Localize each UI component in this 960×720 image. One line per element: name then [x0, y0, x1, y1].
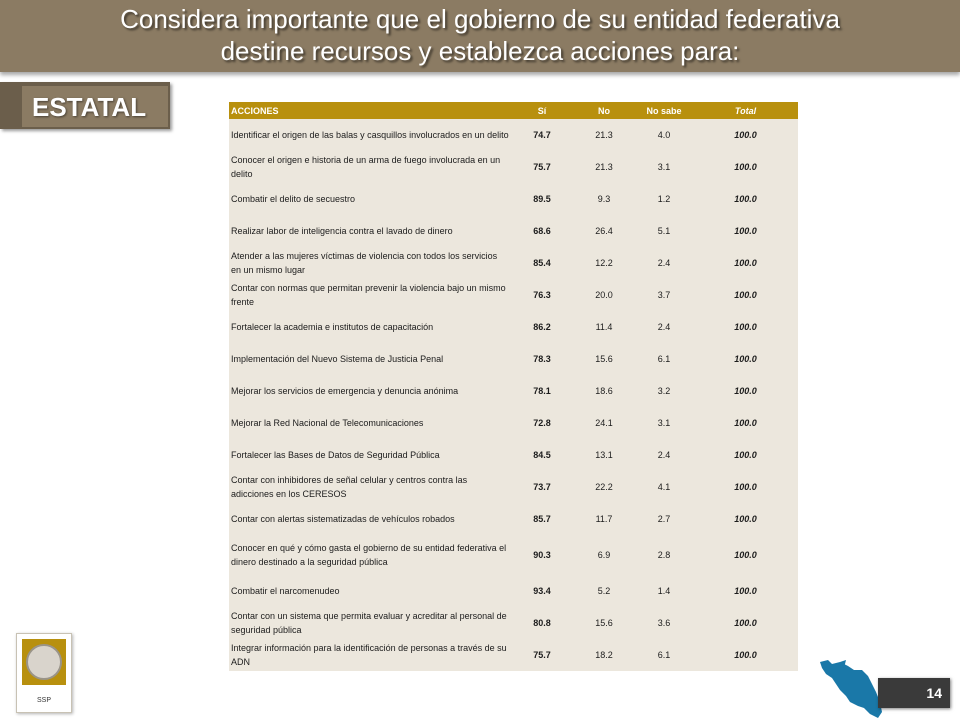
cell-si: 78.3 [511, 343, 573, 375]
section-badge-panel [22, 86, 168, 127]
cell-accion: Fortalecer la academia e institutos de capacitación [229, 311, 511, 343]
cell-accion: Combatir el delito de secuestro [229, 183, 511, 215]
cell-accion: Implementación del Nuevo Sistema de Justicia Penal [229, 343, 511, 375]
cell-accion: Atender a las mujeres víctimas de violencia con todos los servicios en un mismo lugar [229, 247, 511, 279]
cell-accion: Fortalecer las Bases de Datos de Seguridad Pública [229, 439, 511, 471]
cell-si: 73.7 [511, 471, 573, 503]
cell-no: 5.2 [573, 575, 635, 607]
cell-no: 13.1 [573, 439, 635, 471]
cell-si: 90.3 [511, 535, 573, 575]
table-header-row [229, 102, 798, 119]
cell-si: 85.7 [511, 503, 573, 535]
cell-no-sabe: 6.1 [635, 639, 693, 671]
table-row [229, 183, 798, 215]
section-badge [0, 82, 170, 129]
table-row [229, 575, 798, 607]
cell-total: 100.0 [693, 439, 798, 471]
cell-accion: Integrar información para la identificación de personas a través de su ADN [229, 639, 511, 671]
ssp-logo [16, 633, 72, 713]
cell-si: 80.8 [511, 607, 573, 639]
cell-si: 75.7 [511, 151, 573, 183]
table-row [229, 311, 798, 343]
cell-no-sabe: 2.4 [635, 311, 693, 343]
cell-accion: Realizar labor de inteligencia contra el lavado de dinero [229, 215, 511, 247]
section-badge-label: ESTATAL [32, 92, 147, 122]
cell-total: 100.0 [693, 575, 798, 607]
cell-no: 12.2 [573, 247, 635, 279]
page-title [0, 3, 960, 67]
table-row [229, 503, 798, 535]
column-header-si: Sí [511, 102, 573, 119]
table-row [229, 119, 798, 151]
column-header-no: No [573, 102, 635, 119]
cell-no-sabe: 3.1 [635, 407, 693, 439]
cell-accion: Mejorar los servicios de emergencia y denuncia anónima [229, 375, 511, 407]
cell-no-sabe: 2.7 [635, 503, 693, 535]
cell-total: 100.0 [693, 311, 798, 343]
cell-no: 9.3 [573, 183, 635, 215]
cell-no-sabe: 2.8 [635, 535, 693, 575]
cell-no-sabe: 1.2 [635, 183, 693, 215]
table-row [229, 535, 798, 575]
cell-no-sabe: 4.0 [635, 119, 693, 151]
results-table-container [229, 102, 798, 671]
cell-no: 18.2 [573, 639, 635, 671]
cell-si: 78.1 [511, 375, 573, 407]
page-title-line-1: Considera importante que el gobierno de su entidad federativa [120, 4, 840, 34]
cell-accion: Conocer el origen e historia de un arma de fuego involucrada en un delito [229, 151, 511, 183]
cell-si: 89.5 [511, 183, 573, 215]
table-row [229, 151, 798, 183]
cell-no: 6.9 [573, 535, 635, 575]
cell-si: 85.4 [511, 247, 573, 279]
cell-accion: Identificar el origen de las balas y casquillos involucrados en un delito [229, 119, 511, 151]
table-row [229, 375, 798, 407]
page-number-box [878, 678, 950, 708]
table-row [229, 407, 798, 439]
table-row [229, 215, 798, 247]
cell-accion: Contar con normas que permitan prevenir la violencia bajo un mismo frente [229, 279, 511, 311]
cell-no-sabe: 2.4 [635, 439, 693, 471]
table-row [229, 639, 798, 671]
table-row [229, 471, 798, 503]
cell-total: 100.0 [693, 215, 798, 247]
cell-no: 22.2 [573, 471, 635, 503]
cell-no-sabe: 3.6 [635, 607, 693, 639]
table-row [229, 279, 798, 311]
cell-no-sabe: 2.4 [635, 247, 693, 279]
cell-total: 100.0 [693, 639, 798, 671]
table-row [229, 247, 798, 279]
cell-accion: Combatir el narcomenudeo [229, 575, 511, 607]
cell-no-sabe: 3.1 [635, 151, 693, 183]
title-banner [0, 0, 960, 72]
cell-no: 21.3 [573, 151, 635, 183]
cell-accion: Conocer en qué y cómo gasta el gobierno de su entidad federativa el dinero destinado a la seguridad pública [229, 535, 511, 575]
seal-frame [22, 639, 66, 685]
cell-si: 86.2 [511, 311, 573, 343]
cell-total: 100.0 [693, 375, 798, 407]
cell-no: 18.6 [573, 375, 635, 407]
cell-total: 100.0 [693, 183, 798, 215]
table-row [229, 343, 798, 375]
cell-no: 26.4 [573, 215, 635, 247]
cell-total: 100.0 [693, 279, 798, 311]
cell-accion: Contar con inhibidores de señal celular y centros contra las adicciones en los CERESOS [229, 471, 511, 503]
cell-total: 100.0 [693, 535, 798, 575]
cell-no: 21.3 [573, 119, 635, 151]
cell-no: 15.6 [573, 607, 635, 639]
column-header-no-sabe: No sabe [635, 102, 693, 119]
cell-accion: Contar con un sistema que permita evaluar y acreditar al personal de seguridad pública [229, 607, 511, 639]
seal-emblem-icon [26, 644, 62, 680]
cell-no: 11.7 [573, 503, 635, 535]
cell-total: 100.0 [693, 607, 798, 639]
column-header-total: Total [693, 102, 798, 119]
table-body [229, 119, 798, 671]
cell-si: 68.6 [511, 215, 573, 247]
cell-si: 72.8 [511, 407, 573, 439]
cell-si: 84.5 [511, 439, 573, 471]
cell-total: 100.0 [693, 151, 798, 183]
cell-no: 24.1 [573, 407, 635, 439]
cell-total: 100.0 [693, 503, 798, 535]
cell-si: 74.7 [511, 119, 573, 151]
cell-total: 100.0 [693, 119, 798, 151]
cell-accion: Mejorar la Red Nacional de Telecomunicaciones [229, 407, 511, 439]
cell-accion: Contar con alertas sistematizadas de vehículos robados [229, 503, 511, 535]
logo-caption: SSP [36, 697, 51, 704]
results-table [229, 102, 798, 671]
cell-no: 15.6 [573, 343, 635, 375]
cell-no: 20.0 [573, 279, 635, 311]
cell-total: 100.0 [693, 247, 798, 279]
cell-total: 100.0 [693, 471, 798, 503]
page-number: 14 [926, 685, 942, 701]
page-title-line-2: destine recursos y establezca acciones para: [220, 36, 740, 66]
cell-si: 76.3 [511, 279, 573, 311]
cell-si: 75.7 [511, 639, 573, 671]
cell-no-sabe: 3.2 [635, 375, 693, 407]
cell-no-sabe: 3.7 [635, 279, 693, 311]
cell-no-sabe: 4.1 [635, 471, 693, 503]
cell-total: 100.0 [693, 407, 798, 439]
cell-total: 100.0 [693, 343, 798, 375]
cell-no-sabe: 5.1 [635, 215, 693, 247]
cell-si: 93.4 [511, 575, 573, 607]
table-row [229, 439, 798, 471]
cell-no-sabe: 6.1 [635, 343, 693, 375]
cell-no-sabe: 1.4 [635, 575, 693, 607]
cell-no: 11.4 [573, 311, 635, 343]
column-header-acciones: ACCIONES [229, 102, 511, 119]
table-row [229, 607, 798, 639]
